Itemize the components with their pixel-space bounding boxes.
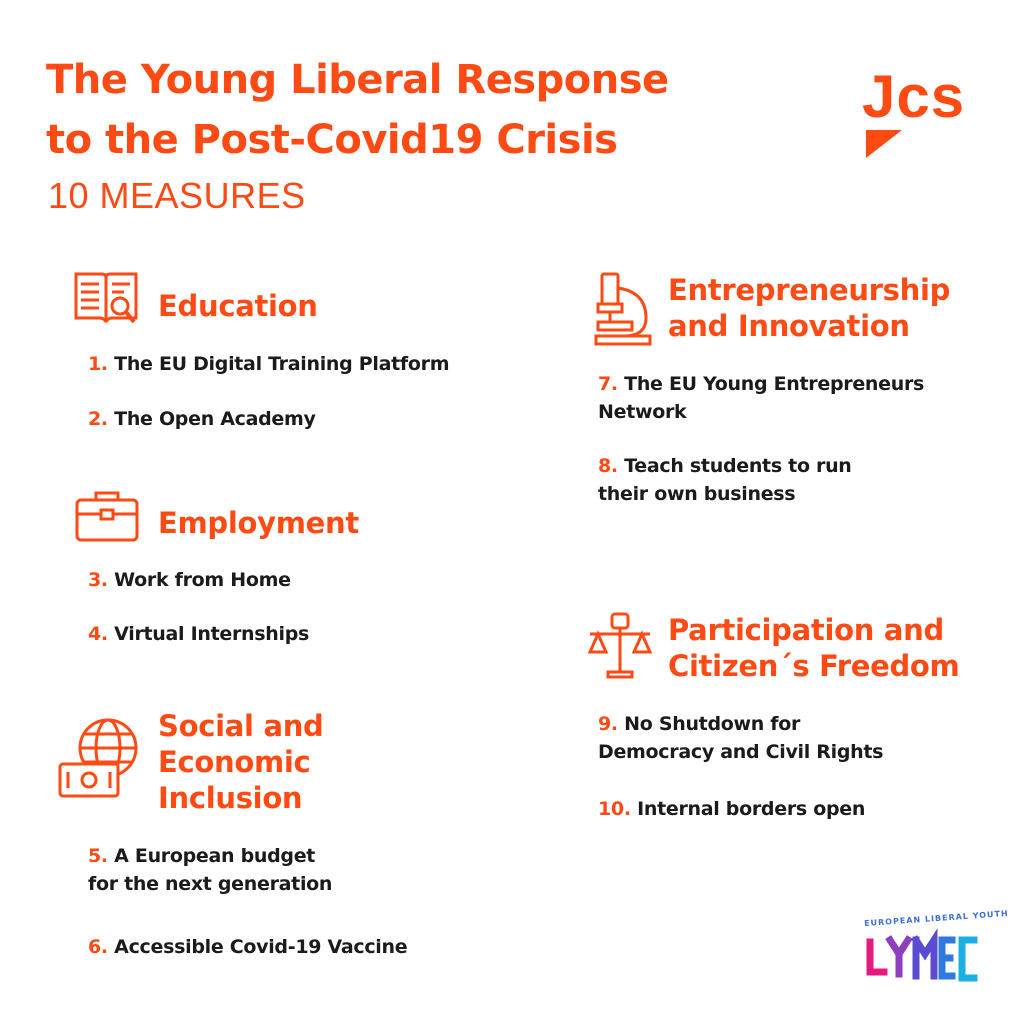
item-text-line-1: A European budget (114, 845, 316, 867)
list-item-9-line-2: Democracy and Civil Rights (598, 741, 884, 763)
section-title-inclusion-line-1: Social and (158, 709, 324, 743)
section-title-participation-line-2: Citizen´s Freedom (668, 649, 960, 683)
list-item-5 (88, 842, 315, 870)
item-text: Virtual Internships (114, 623, 310, 645)
briefcase-icon (74, 488, 140, 544)
list-item-8 (598, 452, 852, 480)
page-title (46, 50, 669, 170)
list-item-2 (88, 405, 316, 433)
item-text-line-1: Teach students to run (624, 455, 852, 477)
lymec-tagline: EUROPEAN LIBERAL YOUTH (863, 908, 1009, 929)
list-item-5-line-2: for the next generation (88, 873, 333, 895)
list-item-1 (88, 350, 449, 378)
section-title-education: Education (158, 289, 318, 323)
item-text: The EU Digital Training Platform (114, 353, 450, 375)
item-text: Work from Home (114, 569, 291, 591)
list-item-9 (598, 710, 800, 738)
item-number: 6. (88, 936, 108, 958)
section-title-employment: Employment (158, 506, 359, 540)
section-title-participation-line-1: Participation and (668, 613, 944, 647)
scales-fist-icon (584, 610, 656, 680)
item-text: Accessible Covid-19 Vaccine (114, 936, 408, 958)
section-title-inclusion-line-3: Inclusion (158, 781, 303, 815)
section-title-inclusion-line-2: Economic (158, 745, 311, 779)
jcs-logo (862, 62, 996, 162)
logo-arrow-icon (862, 62, 996, 162)
jcs-logo-text: Jcs (862, 63, 966, 130)
list-item-4 (88, 620, 309, 648)
list-item-3 (88, 566, 291, 594)
item-text: The Open Academy (114, 408, 316, 430)
globe-money-icon (56, 712, 144, 802)
list-item-7 (598, 370, 924, 398)
lymec-wordmark-icon (856, 908, 986, 994)
item-number: 3. (88, 569, 108, 591)
title-line-1: The Young Liberal Response (46, 57, 669, 103)
item-number: 5. (88, 845, 108, 867)
microscope-icon (592, 270, 658, 350)
item-number: 2. (88, 408, 108, 430)
item-text-line-1: No Shutdown for (624, 713, 801, 735)
item-number: 7. (598, 373, 618, 395)
section-title-entrepreneurship-line-2: and Innovation (668, 309, 910, 343)
section-title-entrepreneurship-line-1: Entrepreneurship (668, 273, 951, 307)
list-item-8-line-2: their own business (598, 483, 796, 505)
subtitle: 10 MEASURES (48, 175, 306, 216)
list-item-7-line-2: Network (598, 401, 687, 423)
item-number: 10. (598, 798, 631, 820)
lymec-logo (856, 908, 1009, 994)
item-text: Internal borders open (637, 798, 866, 820)
book-magnifier-icon (72, 268, 142, 332)
item-number: 1. (88, 353, 108, 375)
title-line-2: to the Post-Covid19 Crisis (46, 117, 618, 163)
item-number: 8. (598, 455, 618, 477)
list-item-6 (88, 933, 407, 961)
item-number: 4. (88, 623, 108, 645)
list-item-10 (598, 795, 865, 823)
item-text-line-1: The EU Young Entrepreneurs (624, 373, 925, 395)
item-number: 9. (598, 713, 618, 735)
